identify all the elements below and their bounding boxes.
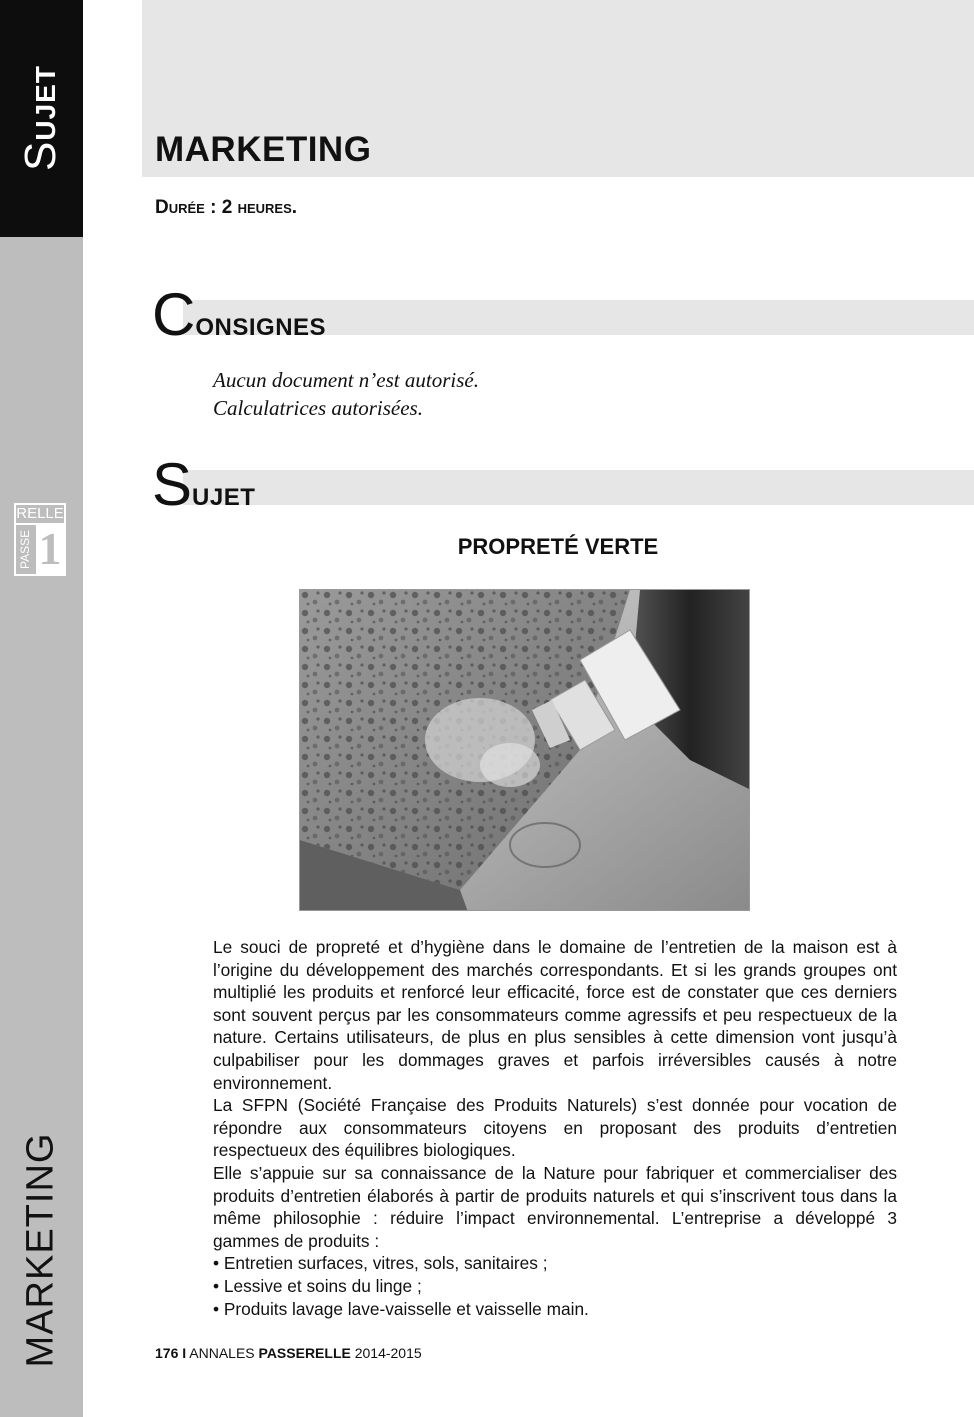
consignes-heading-cap: C (152, 281, 196, 348)
consignes-heading-rest: ONSIGNES (195, 314, 327, 341)
sujet-heading-rest: UJET (192, 484, 256, 511)
instruction-line: Aucun document n’est autorisé. (213, 368, 479, 392)
product-range-list (213, 1252, 897, 1320)
logo-top-text: RELLE (16, 505, 64, 525)
sponge-soap-illustration (300, 590, 750, 911)
logo-vertical-text: PASSE (18, 529, 32, 570)
instructions (213, 366, 479, 422)
subject-body (213, 936, 897, 1320)
sponge-soap-photo (299, 589, 750, 911)
sidebar-tab-cap: S (16, 140, 65, 171)
sujet-band (183, 470, 974, 505)
page-footer (155, 1345, 422, 1361)
body-paragraph: La SFPN (Société Française des Produits Naturels) s’est donnée pour vocation de répondre aux consommateurs citoyens en proposant des produits d’entretien respectueux des équilibres biologiques. (213, 1095, 897, 1161)
footer-years: 2014-2015 (354, 1345, 422, 1361)
footer-brand: PASSERELLE (258, 1345, 351, 1361)
exam-duration: Durée : 2 heures. (155, 197, 298, 218)
sujet-heading-cap: S (152, 451, 193, 518)
subject-title: PROPRETÉ VERTE (457, 534, 659, 559)
sidebar-tab-rest: UJET (30, 65, 61, 141)
body-paragraph: Elle s’appuie sur sa connaissance de la Nature pour fabriquer et commercialiser des produits d’entretien élaborés à partir de produits naturels et qui s’inscrivent tous dans la même philosophie : réduire l’impact environnemental. L’entreprise a développé 3 gammes de produits : (213, 1162, 897, 1251)
footer-annales: ANNALES (189, 1345, 255, 1361)
logo-number: 1 (36, 524, 64, 574)
page-number: 176 (155, 1345, 179, 1361)
list-item: • Entretien surfaces, vitres, sols, sanitaires ; (213, 1253, 548, 1274)
sidebar-tab-label (16, 65, 66, 171)
passerelle-logo (14, 503, 66, 576)
list-item: • Lessive et soins du linge ; (213, 1275, 422, 1296)
page-title: MARKETING (155, 130, 372, 169)
sidebar-subject-label: MARKETING (19, 1132, 62, 1368)
footer-separator: I (182, 1345, 187, 1361)
consignes-heading (152, 281, 327, 348)
sujet-heading (152, 451, 256, 518)
body-paragraph: Le souci de propreté et d’hygiène dans le domaine de l’entretien de la maison est à l’origine du développement des marchés correspondants. Et si les grands groupes ont multiplié les produits et renforcé leur efficacité, force est de constater que ces derniers sont souvent perçus par les consommateurs comme agressifs et peu respectueux de la nature. Certains utilisateurs, de plus en plus sensibles à cette dimension vont jusqu’à culpabiliser pour les dommages graves et parfois irréversibles causés à notre environnement. (213, 937, 897, 1093)
instruction-line: Calculatrices autorisées. (213, 396, 423, 420)
list-item: • Produits lavage lave-vaisselle et vaisselle main. (213, 1298, 589, 1319)
